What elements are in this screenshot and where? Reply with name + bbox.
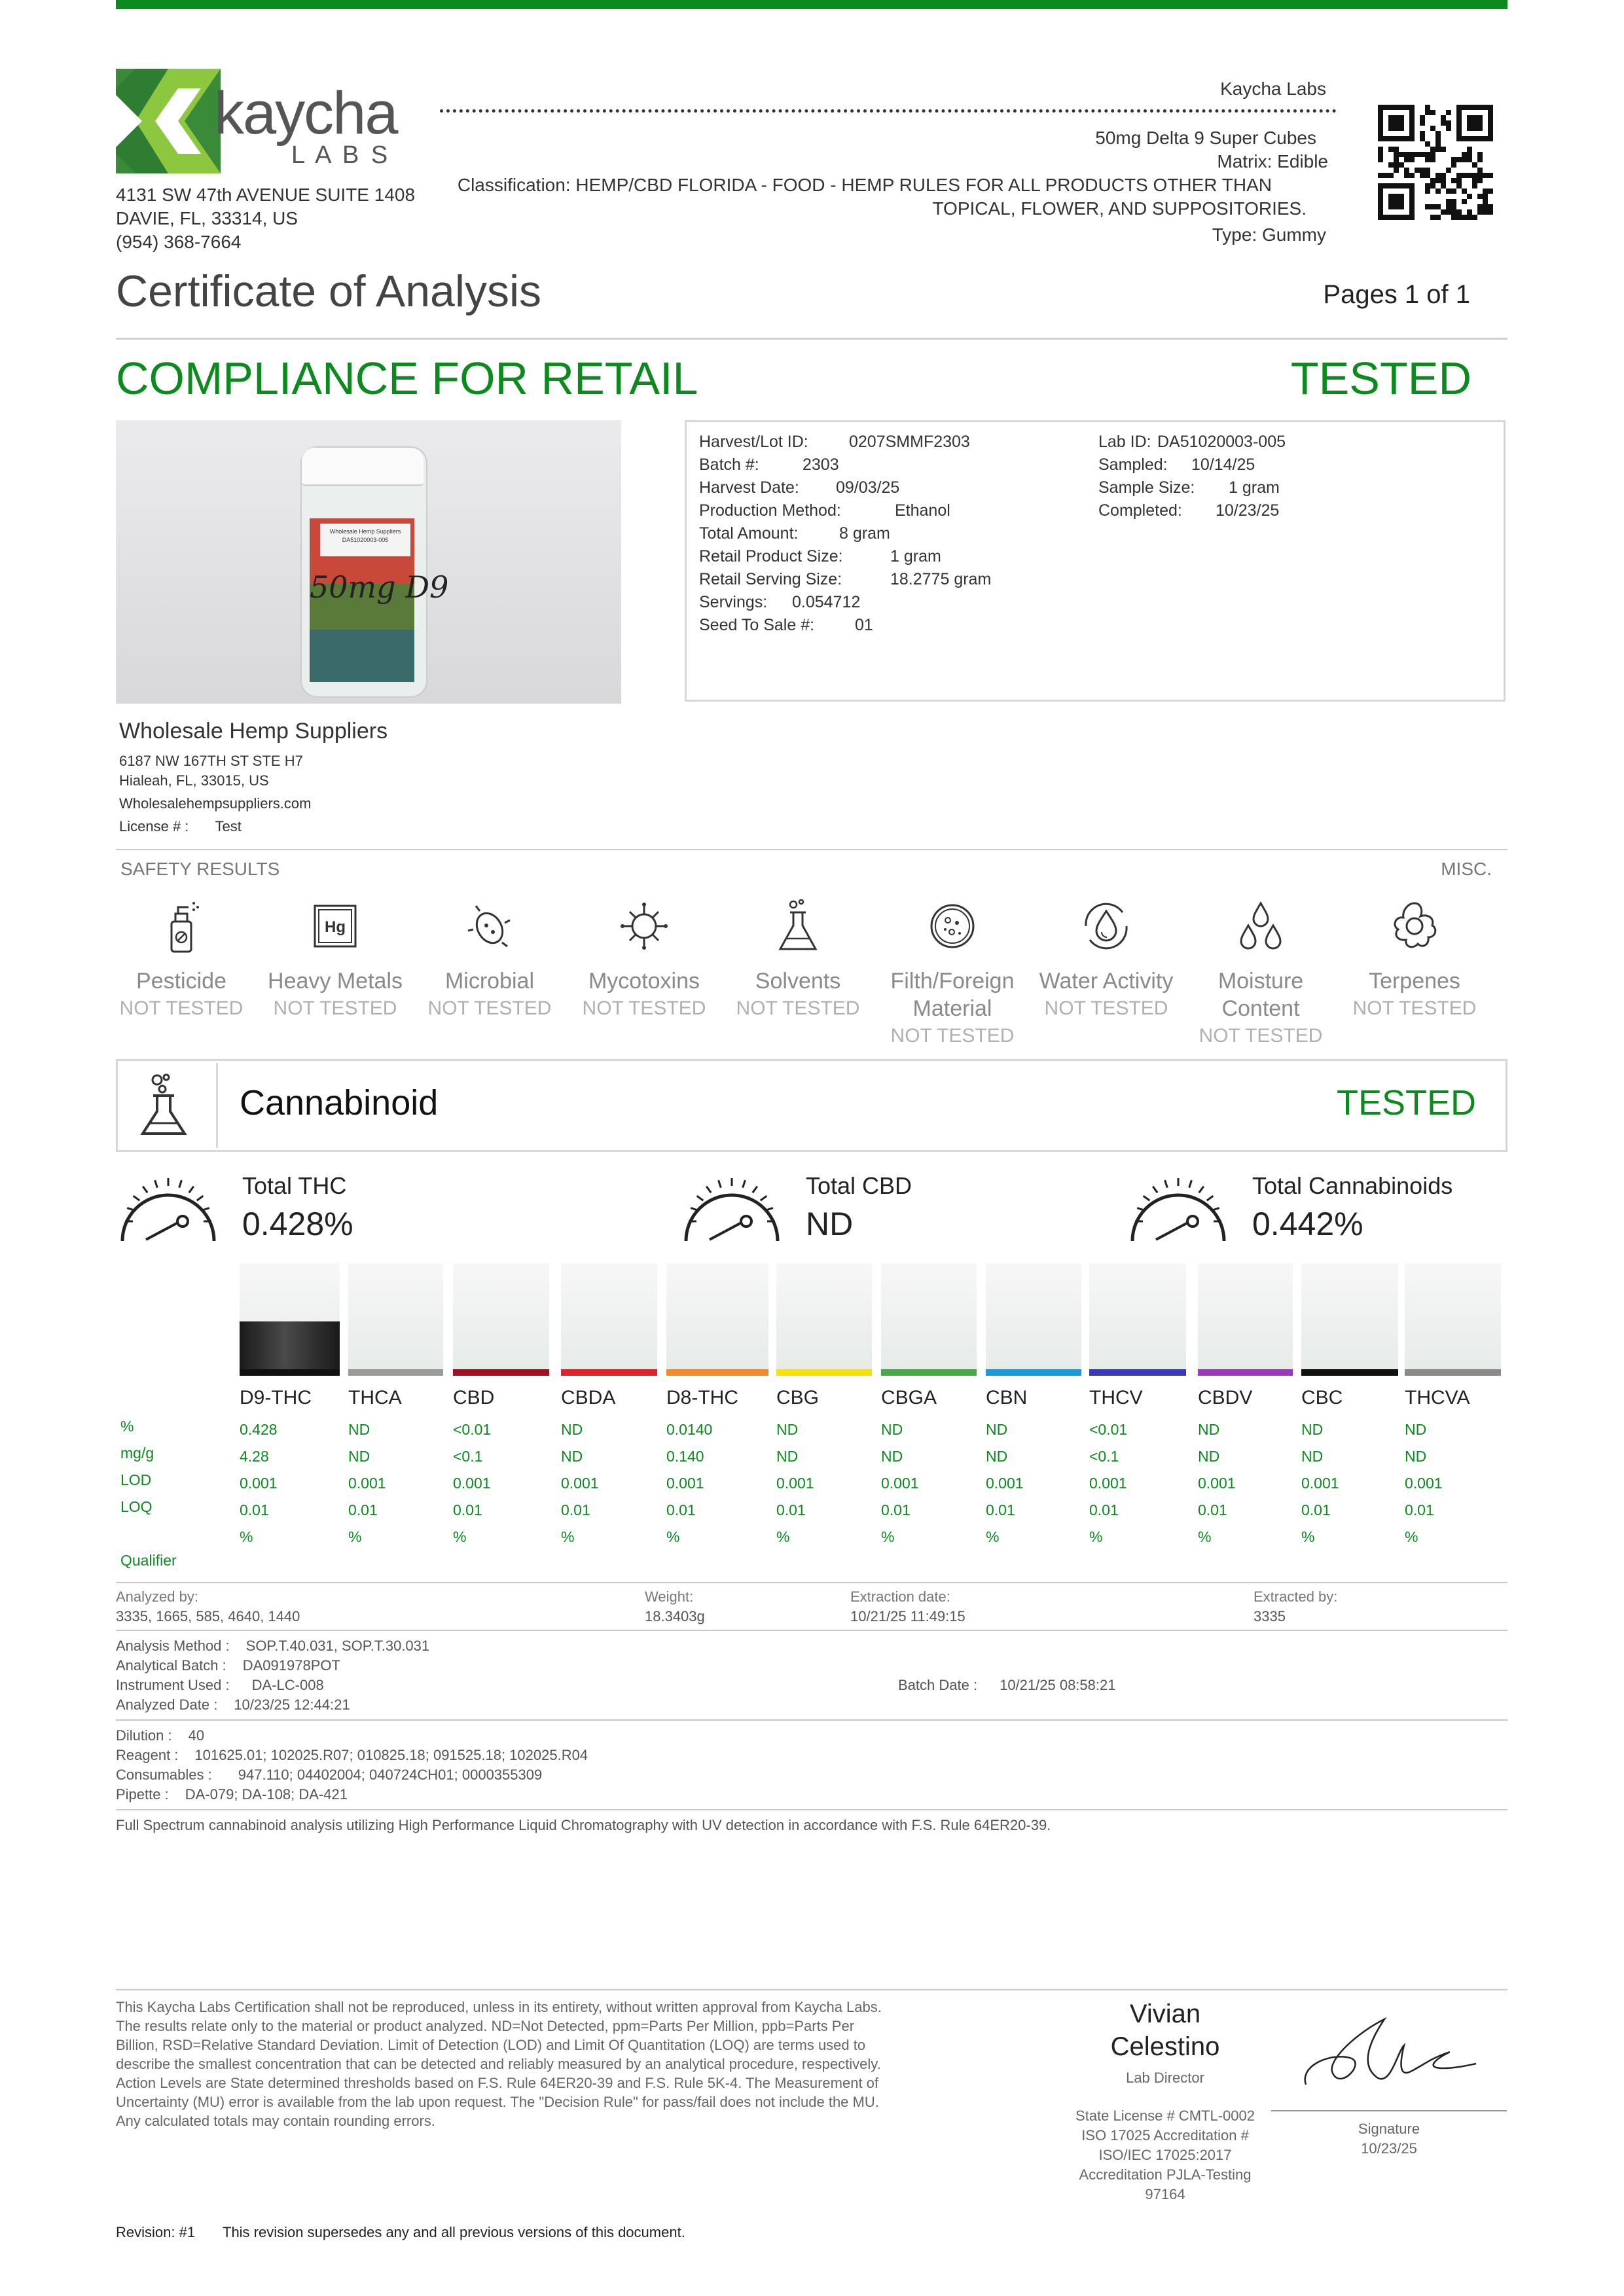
compound-lod: 0.001: [1198, 1475, 1236, 1492]
info-value-4: 8 gram: [839, 524, 890, 543]
safety-item-status: NOT TESTED: [736, 997, 860, 1019]
safety-item-microbial: [412, 897, 567, 1022]
jar-handwriting: 50mg D9: [310, 569, 449, 605]
matrix: Matrix: Edible: [1217, 151, 1328, 171]
disclaimer: [116, 1998, 967, 2130]
analysis-method: [116, 1636, 429, 1656]
total-value: 0.428%: [242, 1206, 353, 1242]
safety-item-water-activity: [1029, 897, 1183, 1022]
divider: [116, 338, 1507, 340]
safety-item-name: Terpenes: [1369, 969, 1460, 994]
compound-bar-bg: [881, 1263, 977, 1369]
gauge-icon: [116, 1166, 221, 1251]
info-value-6: 18.2775 gram: [890, 570, 992, 588]
info-label-4: Total Amount:: [699, 524, 799, 543]
compound-percent: <0.01: [1089, 1421, 1128, 1438]
disclaimer-line: Any calculated totals may contain rounding errors.: [116, 2113, 435, 2129]
compound-color-stripe: [240, 1369, 340, 1376]
product-photo: [116, 420, 621, 704]
client-address-line1: 6187 NW 167TH ST STE H7: [119, 753, 303, 769]
row-label-mgg: mg/g: [120, 1444, 154, 1462]
compound-percent: ND: [1301, 1421, 1324, 1438]
safety-item-status: NOT TESTED: [119, 997, 244, 1019]
weight-label: Weight:: [645, 1588, 694, 1605]
compound-mgg: ND: [1301, 1448, 1324, 1465]
compound-color-stripe: [881, 1369, 977, 1376]
divider: [116, 1719, 1507, 1721]
info-value-0: 0207SMMF2303: [849, 433, 970, 451]
compound-bar-bg: [776, 1263, 872, 1369]
analytical-batch-label: Analytical Batch :: [116, 1657, 226, 1674]
info-label-8: Seed To Sale #:: [699, 616, 815, 634]
accreditation-line: 97164: [1145, 2186, 1185, 2202]
compound-percent: ND: [881, 1421, 903, 1438]
accreditation-block: [1034, 2106, 1296, 2204]
flask-icon: [768, 897, 827, 956]
compound-mgg: 4.28: [240, 1448, 269, 1465]
compound-name: D8-THC: [666, 1387, 738, 1408]
safety-results-title: SAFETY RESULTS: [120, 859, 280, 879]
safety-item-name: Moisture: [1218, 969, 1304, 994]
client-license: [119, 817, 242, 836]
safety-item-name: Solvents: [755, 969, 841, 994]
batch-date-label: Batch Date :: [898, 1677, 978, 1693]
extracted-by-label: Extracted by:: [1254, 1588, 1338, 1605]
compound-mgg: 0.140: [666, 1448, 704, 1465]
info-right-value-3: 10/23/25: [1216, 501, 1280, 520]
info-right-label-0: Lab ID:: [1098, 433, 1151, 451]
reagent-label: Reagent :: [116, 1747, 179, 1763]
compound-loq: 0.01: [776, 1501, 806, 1518]
kaycha-k-logo-icon: [116, 69, 227, 177]
info-value-2: 09/03/25: [836, 478, 900, 497]
compound-mgg: ND: [881, 1448, 903, 1465]
compound-name: CBDA: [561, 1387, 616, 1408]
client-address-line2: Hialeah, FL, 33015, US: [119, 772, 269, 789]
water-drop-cycle-icon: [1077, 897, 1136, 956]
header-dotted-divider: [440, 109, 1337, 113]
compound-unit: %: [453, 1528, 467, 1545]
compound-name: THCA: [348, 1387, 402, 1408]
svg-text:Hg: Hg: [325, 918, 346, 936]
disclaimer-line: The results relate only to the material or product analyzed. ND=Not Detected, ppm=Parts Per Million, ppb=Parts Per: [116, 2018, 855, 2034]
compound-column-cbdv: [1198, 1263, 1293, 1551]
total-value: 0.442%: [1252, 1206, 1363, 1242]
compound-bar-bg: [561, 1263, 657, 1369]
info-right-value-0: DA51020003-005: [1157, 433, 1286, 451]
safety-item-status: NOT TESTED: [1199, 1025, 1323, 1047]
compound-color-stripe: [348, 1369, 443, 1376]
compound-percent: ND: [561, 1421, 583, 1438]
pipette-label: Pipette :: [116, 1786, 169, 1803]
analysis-method-value: SOP.T.40.031, SOP.T.30.031: [245, 1638, 430, 1654]
client-license-label: License # :: [119, 818, 189, 834]
compound-mgg: ND: [986, 1448, 1008, 1465]
compound-column-cbda: [561, 1263, 657, 1551]
compound-percent: 0.428: [240, 1421, 278, 1438]
compound-bar-bg: [666, 1263, 768, 1369]
extraction-date-value: 10/21/25 11:49:15: [850, 1608, 965, 1624]
compound-column-cbc: [1301, 1263, 1398, 1551]
product-type: Type: Gummy: [1212, 224, 1326, 245]
gauge-icon: [679, 1166, 784, 1251]
compound-column-cbn: [986, 1263, 1081, 1551]
compound-unit: %: [1405, 1528, 1418, 1545]
compound-lod: 0.001: [1301, 1475, 1339, 1492]
compound-color-stripe: [1198, 1369, 1293, 1376]
safety-item-pesticide: [104, 897, 259, 1022]
compound-color-stripe: [453, 1369, 549, 1376]
pipette: [116, 1785, 348, 1804]
compound-percent: ND: [986, 1421, 1008, 1438]
logo-wordmark: kaycha: [214, 80, 397, 147]
compound-unit: %: [666, 1528, 680, 1545]
top-accent-bar: [116, 0, 1507, 9]
safety-item-status: NOT TESTED: [427, 997, 552, 1019]
info-right-label-3: Completed:: [1098, 501, 1182, 520]
info-right-label-1: Sampled:: [1098, 456, 1168, 474]
disclaimer-line: describe the smallest concentration that can be detected and reliably measured by an analytical procedure, respectively.: [116, 2056, 881, 2072]
analyzed-by-label: Analyzed by:: [116, 1588, 198, 1605]
compound-loq: 0.01: [881, 1501, 911, 1518]
safety-item-status: NOT TESTED: [890, 1025, 1015, 1047]
safety-item-name-line2: Content: [1221, 996, 1300, 1021]
analysis-note: Full Spectrum cannabinoid analysis utilizing High Performance Liquid Chromatography with UV detection in accordance with F.S. Rule 64ER20-39.: [116, 1817, 1051, 1833]
compound-unit: %: [348, 1528, 362, 1545]
compound-bar-bg: [1198, 1263, 1293, 1369]
compound-name: CBN: [986, 1387, 1028, 1408]
info-label-7: Servings:: [699, 593, 768, 611]
disclaimer-line: Uncertainty (MU) error is available from the lab upon request. The "Decision Rule" for pass/fail does not include the MU.: [116, 2094, 879, 2110]
client-license-value: Test: [215, 818, 242, 834]
revision: Revision: #1: [116, 2224, 196, 2240]
compound-bar-bg: [348, 1263, 443, 1369]
info-value-5: 1 gram: [890, 547, 941, 565]
heavy-metal-hg-icon: [306, 897, 365, 956]
signature-image: [1293, 2006, 1483, 2104]
consumables: [116, 1765, 542, 1785]
compound-column-d9-thc: [240, 1263, 340, 1551]
compound-percent: ND: [776, 1421, 799, 1438]
cannabinoid-status: TESTED: [1336, 1083, 1476, 1122]
compound-bar-bg: [1089, 1263, 1186, 1369]
total-value: ND: [806, 1206, 854, 1242]
compound-name: THCVA: [1405, 1387, 1470, 1408]
compound-unit: %: [1301, 1528, 1315, 1545]
accreditation-line: ISO/IEC 17025:2017: [1098, 2147, 1232, 2163]
instrument-used: [116, 1676, 324, 1695]
compound-color-stripe: [666, 1369, 768, 1376]
microbe-icon: [460, 897, 519, 956]
virus-icon: [615, 897, 674, 956]
compound-loq: 0.01: [240, 1501, 269, 1518]
product-name: 50mg Delta 9 Super Cubes: [1095, 128, 1316, 148]
instrument-used-label: Instrument Used :: [116, 1677, 230, 1693]
compound-mgg: ND: [561, 1448, 583, 1465]
consumables-value: 947.110; 04402004; 040724CH01; 0000355309: [238, 1767, 543, 1783]
divider: [116, 849, 1507, 850]
compound-loq: 0.01: [1089, 1501, 1119, 1518]
row-label-lod: LOD: [120, 1471, 152, 1488]
compound-bar-bg: [1405, 1263, 1501, 1369]
analyzed-by-value: 3335, 1665, 585, 4640, 1440: [116, 1608, 300, 1624]
info-label-0: Harvest/Lot ID:: [699, 433, 808, 451]
dilution: [116, 1726, 204, 1746]
client-name: Wholesale Hemp Suppliers: [119, 719, 388, 744]
compound-mgg: ND: [776, 1448, 799, 1465]
jar-label: [320, 524, 410, 556]
compound-name: CBG: [776, 1387, 820, 1408]
safety-item-mycotoxins: [567, 897, 721, 1022]
compound-mgg: <0.1: [453, 1448, 483, 1465]
logo-subtitle: L A B S: [291, 141, 391, 169]
compound-loq: 0.01: [453, 1501, 482, 1518]
extracted-by-value: 3335: [1254, 1608, 1286, 1624]
compound-name: CBGA: [881, 1387, 937, 1408]
row-label-percent: %: [120, 1418, 134, 1435]
safety-item-status: NOT TESTED: [273, 997, 397, 1019]
weight-value: 18.3403g: [645, 1608, 705, 1624]
info-value-7: 0.054712: [792, 593, 861, 611]
cannabinoid-flask-icon: [137, 1073, 190, 1142]
compound-lod: 0.001: [776, 1475, 814, 1492]
compliance-status: TESTED: [1290, 353, 1471, 404]
disclaimer-line: Action Levels are State determined thresholds based on F.S. Rule 64ER20-39 and F.S. Rule 5K-4. The Measurement of: [116, 2075, 879, 2091]
compound-name: CBC: [1301, 1387, 1343, 1408]
droplets-icon: [1231, 897, 1290, 956]
info-label-2: Harvest Date:: [699, 478, 799, 497]
classification-line2: TOPICAL, FLOWER, AND SUPPOSITORIES.: [932, 198, 1307, 219]
compound-column-thca: [348, 1263, 443, 1551]
compound-mgg: ND: [1198, 1448, 1220, 1465]
compound-column-thcv: [1089, 1263, 1186, 1551]
compound-loq: 0.01: [1198, 1501, 1227, 1518]
safety-item-heavy-metals: [258, 897, 412, 1022]
disclaimer-line: Billion, RSD=Relative Standard Deviation. Limit of Detection (LOD) and Limit Of Quantitation (LOQ) are terms used to: [116, 2037, 866, 2053]
jar-lid: [302, 448, 424, 486]
director-first-name: Vivian: [1129, 2000, 1201, 2028]
director-last-name: Celestino: [1110, 2032, 1220, 2061]
info-right-value-2: 1 gram: [1229, 478, 1280, 497]
compound-color-stripe: [986, 1369, 1081, 1376]
compound-lod: 0.001: [1405, 1475, 1443, 1492]
cannabinoid-title: Cannabinoid: [240, 1083, 439, 1122]
compound-lod: 0.001: [453, 1475, 491, 1492]
safety-item-solvents: [721, 897, 875, 1022]
compound-color-stripe: [776, 1369, 872, 1376]
compound-name: CBD: [453, 1387, 495, 1408]
compound-color-stripe: [1089, 1369, 1186, 1376]
safety-item-filth-foreign: [875, 897, 1030, 1050]
row-label-loq: LOQ: [120, 1498, 153, 1515]
compound-column-cbga: [881, 1263, 977, 1551]
compound-bar-bg: [986, 1263, 1081, 1369]
compound-bar-bg: [453, 1263, 549, 1369]
analyzed-date-label: Analyzed Date :: [116, 1696, 218, 1713]
compound-loq: 0.01: [1405, 1501, 1434, 1518]
info-label-3: Production Method:: [699, 501, 841, 520]
compound-percent: ND: [1405, 1421, 1427, 1438]
cannabinoid-header-divider: [216, 1063, 218, 1148]
safety-item-name: Water Activity: [1039, 969, 1174, 994]
info-label-5: Retail Product Size:: [699, 547, 843, 565]
info-right-value-1: 10/14/25: [1191, 456, 1255, 474]
safety-item-name: Heavy Metals: [268, 969, 403, 994]
client-website[interactable]: Wholesalehempsuppliers.com: [119, 795, 312, 812]
compound-unit: %: [986, 1528, 1000, 1545]
compound-percent: ND: [348, 1421, 370, 1438]
compound-name: CBDV: [1198, 1387, 1253, 1408]
compound-color-stripe: [1405, 1369, 1501, 1376]
lab-phone: (954) 368-7664: [116, 232, 242, 252]
info-value-3: Ethanol: [895, 501, 950, 520]
compound-lod: 0.001: [1089, 1475, 1127, 1492]
accreditation-line: ISO 17025 Accreditation #: [1081, 2127, 1249, 2144]
compound-color-stripe: [1301, 1369, 1398, 1376]
compound-bar-fill: [240, 1321, 340, 1369]
page-title: Certificate of Analysis: [116, 266, 542, 316]
safety-item-name: Mycotoxins: [588, 969, 700, 994]
page-count: Pages 1 of 1: [1323, 280, 1470, 309]
qr-code-icon: [1378, 105, 1493, 220]
info-label-6: Retail Serving Size:: [699, 570, 842, 588]
compound-unit: %: [881, 1528, 895, 1545]
compound-percent: <0.01: [453, 1421, 492, 1438]
row-label-qualifier: Qualifier: [120, 1552, 177, 1569]
compound-lod: 0.001: [881, 1475, 919, 1492]
reagent-value: 101625.01; 102025.R07; 010825.18; 091525.18; 102025.R04: [194, 1747, 588, 1763]
compound-color-stripe: [561, 1369, 657, 1376]
jar-label-line1: Wholesale Hemp Suppliers: [329, 528, 401, 535]
compound-unit: %: [776, 1528, 790, 1545]
petri-dish-icon: [923, 897, 982, 956]
compound-loq: 0.01: [666, 1501, 696, 1518]
compound-lod: 0.001: [666, 1475, 704, 1492]
dilution-value: 40: [188, 1727, 205, 1744]
accreditation-line: Accreditation PJLA-Testing: [1079, 2166, 1252, 2183]
safety-item-name: Microbial: [444, 969, 535, 994]
compound-loq: 0.01: [1301, 1501, 1331, 1518]
compound-column-cbg: [776, 1263, 872, 1551]
compound-lod: 0.001: [986, 1475, 1024, 1492]
compound-bar-bg: [1301, 1263, 1398, 1369]
safety-item-name: Pesticide: [136, 969, 226, 994]
director-name: [1074, 1998, 1257, 2063]
compound-percent: 0.0140: [666, 1421, 713, 1438]
consumables-label: Consumables :: [116, 1767, 212, 1783]
analyzed-date: [116, 1695, 350, 1715]
compound-lod: 0.001: [240, 1475, 278, 1492]
compound-loq: 0.01: [348, 1501, 378, 1518]
classification-line1: Classification: HEMP/CBD FLORIDA - FOOD - HEMP RULES FOR ALL PRODUCTS OTHER THAN: [457, 175, 1272, 195]
compound-mgg: ND: [348, 1448, 370, 1465]
flower-icon: [1385, 897, 1444, 956]
extraction-date-label: Extraction date:: [850, 1588, 950, 1605]
safety-item-status: NOT TESTED: [1352, 997, 1477, 1019]
safety-item-terpenes: [1337, 897, 1492, 1022]
safety-item-status: NOT TESTED: [582, 997, 706, 1019]
compound-unit: %: [561, 1528, 575, 1545]
gummy-teal: [310, 630, 414, 682]
spray-bottle-icon: [152, 897, 211, 956]
compound-mgg: ND: [1405, 1448, 1427, 1465]
disclaimer-line: This Kaycha Labs Certification shall not be reproduced, unless in its entirety, without written approval from Kaycha Labs.: [116, 1999, 882, 2015]
compound-name: D9-THC: [240, 1387, 312, 1408]
divider: [116, 1989, 1507, 1990]
info-value-1: 2303: [803, 456, 839, 474]
compound-bar-bg: [240, 1263, 340, 1369]
safety-item-moisture: [1183, 897, 1338, 1050]
compound-column-thcva: [1405, 1263, 1501, 1551]
compound-loq: 0.01: [986, 1501, 1015, 1518]
compound-column-cbd: [453, 1263, 549, 1551]
batch-date-value: 10/21/25 08:58:21: [1000, 1677, 1116, 1693]
compound-unit: %: [1198, 1528, 1212, 1545]
divider: [116, 1630, 1507, 1631]
kaycha-logo: [116, 69, 404, 180]
analytical-batch-value: DA091978POT: [242, 1657, 340, 1674]
analyzed-date-value: 10/23/25 12:44:21: [234, 1696, 350, 1713]
lab-address-line2: DAVIE, FL, 33314, US: [116, 208, 298, 228]
compound-unit: %: [1089, 1528, 1103, 1545]
gauge-icon: [1126, 1166, 1231, 1251]
safety-item-name: Filth/Foreign: [890, 969, 1015, 994]
dilution-label: Dilution :: [116, 1727, 172, 1744]
signature-line: [1271, 2110, 1507, 2111]
compound-name: THCV: [1089, 1387, 1143, 1408]
compound-loq: 0.01: [561, 1501, 590, 1518]
lab-name-header: Kaycha Labs: [1220, 79, 1326, 99]
info-right-label-2: Sample Size:: [1098, 478, 1195, 497]
compound-lod: 0.001: [561, 1475, 599, 1492]
accreditation-line: State License # CMTL-0002: [1075, 2108, 1255, 2124]
signature-date: 10/23/25: [1361, 2140, 1417, 2157]
total-label: Total THC: [242, 1172, 347, 1199]
misc-title: MISC.: [1441, 859, 1492, 879]
compound-lod: 0.001: [348, 1475, 386, 1492]
lab-address-line1: 4131 SW 47th AVENUE SUITE 1408: [116, 185, 416, 205]
reagent: [116, 1746, 588, 1765]
compound-column-d8-thc: [666, 1263, 768, 1551]
divider: [116, 1809, 1507, 1810]
safety-item-name-line2: Material: [912, 996, 992, 1021]
compound-unit: %: [240, 1528, 253, 1545]
analysis-method-label: Analysis Method :: [116, 1638, 230, 1654]
instrument-used-value: DA-LC-008: [251, 1677, 324, 1693]
signature-label: Signature: [1358, 2121, 1420, 2137]
pipette-value: DA-079; DA-108; DA-421: [185, 1786, 348, 1803]
qr-code[interactable]: [1378, 105, 1493, 220]
total-label: Total Cannabinoids: [1252, 1172, 1453, 1199]
divider: [116, 1582, 1507, 1583]
director-title: Lab Director: [1126, 2070, 1204, 2086]
compliance-heading: COMPLIANCE FOR RETAIL: [116, 353, 698, 404]
compound-mgg: <0.1: [1089, 1448, 1119, 1465]
compound-percent: ND: [1198, 1421, 1220, 1438]
total-label: Total CBD: [806, 1172, 912, 1199]
jar-label-line2: DA51020003-005: [342, 537, 389, 543]
info-value-8: 01: [855, 616, 873, 634]
revision-note: This revision supersedes any and all previous versions of this document.: [223, 2224, 685, 2240]
safety-item-status: NOT TESTED: [1044, 997, 1168, 1019]
batch-date: [898, 1676, 1115, 1695]
analytical-batch: [116, 1656, 340, 1676]
info-label-1: Batch #:: [699, 456, 759, 474]
